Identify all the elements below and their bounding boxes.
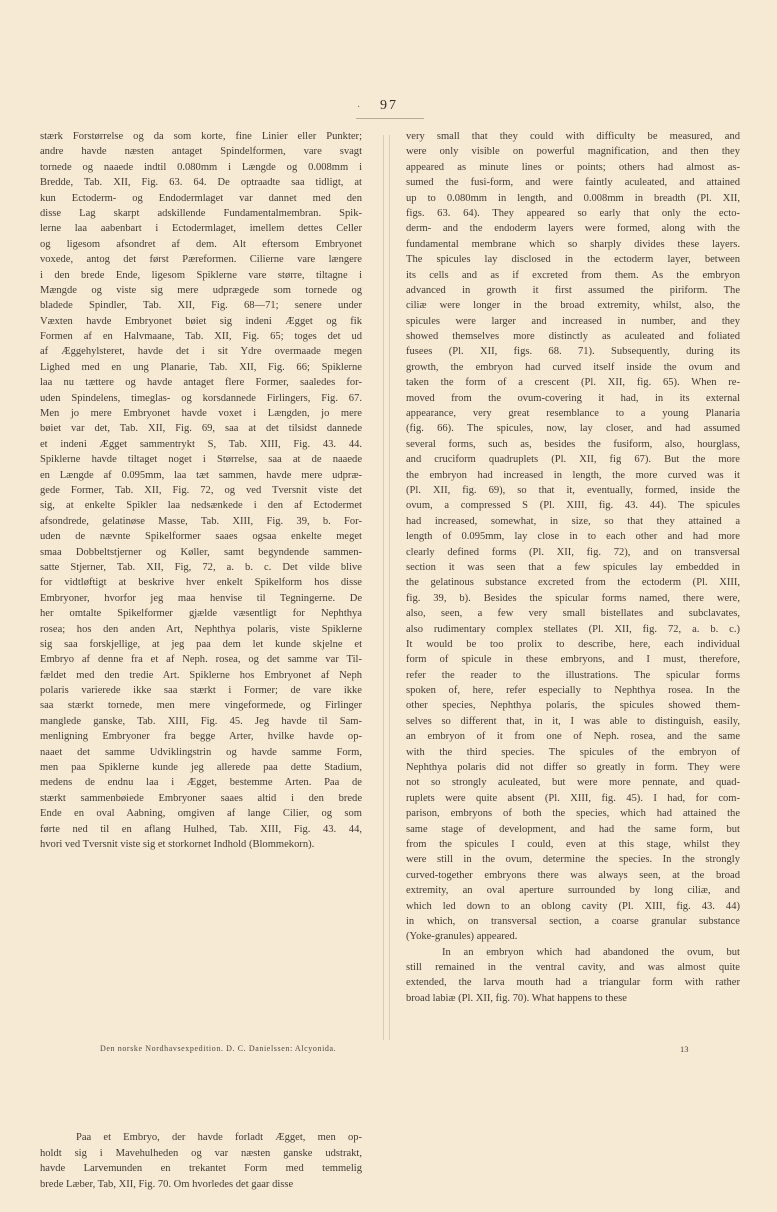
header-dot: ·: [357, 102, 361, 113]
text-line: fundamental membrane which so sharply divides these layers.: [406, 238, 740, 250]
text-line: not so strongly aculeated, but were more pennate, and quad-: [406, 777, 740, 789]
text-line: the embryon had increased in length, the more curved was it: [406, 469, 740, 481]
text-line: saa stærkt tornede, men mere vingeformede, og Firlinger: [40, 700, 362, 712]
column-divider: [383, 135, 390, 1040]
page-header: [0, 98, 777, 118]
text-line: parison, embryons of both the species, which had attained the: [406, 808, 740, 820]
text-line: selves so different that, in it, I was able to distinguish, easily,: [406, 715, 740, 727]
text-line: spicules were larger and increased in number, and they: [406, 315, 740, 327]
text-line: an embryon of it from one of Neph. rosea, and the same: [406, 731, 740, 743]
text-line: stærk Forstørrelse og da som korte, fine Linier eller Punkter;: [40, 131, 362, 142]
text-line: bøiet var det, Tab. XII, Fig. 69, saa at det tilsidst dannede: [40, 423, 362, 435]
danish-column: [40, 129, 362, 1192]
text-line: Væxten havde Embryonet bøiet sig indeni Ægget og fik: [40, 315, 362, 327]
text-line: andre havde næsten antaget Spindelformen, vare svagt: [40, 146, 362, 158]
text-line: laa nu tættere og havde antaget flere Former, saaledes for-: [40, 377, 362, 389]
danish-paragraph-2: [40, 1130, 362, 1192]
text-line: Nephthya polaris did not differ so greatly in form. They were: [406, 762, 740, 774]
header-rule: [356, 118, 424, 119]
text-line: and cruciform quadruplets (Pl. XII, fig 67). But the more: [406, 454, 740, 466]
text-line: Bredde, Tab. XII, Fig. 63. 64. De optraadte saa tidligt, at: [40, 177, 362, 189]
text-line: havde Larvemunden en trekantet Form med temmelig: [40, 1163, 362, 1175]
text-line: et indeni Ægget sammentrykt S, Tab. XIII, Fig. 43. 44.: [40, 438, 362, 450]
text-line: polaris varierede ikke saa stærkt i Former; de vare ikke: [40, 685, 362, 697]
text-line: refer the reader to the illustrations. The spicular forms: [406, 669, 740, 681]
text-line: fældet med den tredie Art. Spiklerne hos Embryonet af Neph: [40, 669, 362, 681]
text-line: extended, the larva mouth had a triangular form with rather: [406, 977, 740, 989]
text-line: manglede ganske, Tab. XIII, Fig. 45. Jeg havde til Sam-: [40, 715, 362, 727]
text-line: Men jo mere Embryonet havde voxet i Længden, jo mere: [40, 408, 362, 420]
text-line: also rudimentary complex stellates (Pl. XII, fig. 72, a. b. c.): [406, 623, 740, 635]
english-paragraph-1: [406, 129, 740, 945]
text-line: The spicules lay disclosed in the ectoderm layer, between: [406, 254, 740, 266]
text-line: (Yoke-granules) appeared.: [406, 931, 518, 943]
running-footer-title: Den norske Nordhavsexpedition. D. C. Danielssen: Alcyonida.: [100, 1044, 337, 1053]
signature-mark: 13: [680, 1044, 689, 1054]
text-line: kun Ectoderm- og Endodermlaget var dannet med den: [40, 192, 362, 204]
text-line: men paa Spiklerne kunde jeg allerede paa dette Stadium,: [40, 762, 362, 774]
text-line: afsondrede, gelatinøse Masse, Tab. XIII, Fig. 39, b. For-: [40, 515, 362, 527]
text-line: lerne laa aabenbart i Ectodermlaget, imellem dettes Celler: [40, 223, 362, 235]
text-line: clearly defined forms (Pl. XII, fig. 72), and on transversal: [406, 546, 740, 558]
text-line: were still in the ovum, determine the species. In the strongly: [406, 854, 740, 866]
text-line: medens de endnu laa i Ægget, bestemme Arten. Paa de: [40, 777, 362, 789]
text-line: Embryoner, hvorfor jeg maa henvise til Tegningerne. De: [40, 592, 362, 604]
text-line: section it was seen that a few spicules lay embedded in: [406, 561, 740, 573]
text-line: showed themselves more distinctly as aculeated and foliated: [406, 331, 740, 343]
text-line: stærkt sammenbøiede Embryoner saaes altid i den brede: [40, 792, 362, 804]
text-line: rosea; hos den anden Art, Nephthya polaris, viste Spiklerne: [40, 623, 362, 635]
text-line: sig, at enkelte Spikler laa nedsænkede i den af Ectodermet: [40, 500, 362, 512]
text-line: figs. 63. 64). They appeared so early that only the ecto-: [406, 207, 740, 219]
text-line: sumed the fusi-form, and were faintly aculeated, and attained: [406, 177, 740, 189]
text-line: several forms, such as, besides the fusiform, also, hourglass,: [406, 438, 740, 450]
text-line: og ligesom afsondret af dem. Alt eftersom Embryonet: [40, 238, 362, 250]
text-line: It would be too prolix to describe, here, each individual: [406, 638, 740, 650]
text-line: were only visible on powerful magnification, and then they: [406, 146, 740, 158]
text-line: appearance, very great resemblance to a young Planaria: [406, 408, 740, 420]
text-line: sig saa forskjellige, at jeg paa dem let kunde skjelne et: [40, 638, 362, 650]
text-line: In an embryon which had abandoned the ovum, but: [442, 946, 740, 958]
text-line: Ende en oval Aabning, omgiven af lange Cilier, og som: [40, 808, 362, 820]
text-line: Paa et Embryo, der havde forladt Ægget, men op-: [76, 1132, 362, 1144]
text-line: derm- and the endoderm layers were formed, along with the: [406, 223, 740, 235]
text-line: i den brede Ende, ligesom Spiklerne vare større, tiltagne i: [40, 269, 362, 281]
text-line: taken the form of a crescent (Pl. XII, fig. 65). When re-: [406, 377, 740, 389]
text-line: other species, Nephthya polaris, the spicules showed them-: [406, 700, 740, 712]
english-column: [406, 129, 740, 1006]
text-line: smaa Dobbeltstjerner og Køller, samt begyndende sammen-: [40, 546, 362, 558]
text-line: extremity, an oval aperture surrounded by long ciliæ, and: [406, 885, 740, 897]
text-line: ciliæ were longer in the broad extremity, whilst, also, the: [406, 300, 740, 312]
text-line: brede Læber, Tab, XII, Fig. 70. Om hvorledes det gaar disse: [40, 1178, 294, 1190]
text-line: with the third species. The spicules of the embryon of: [406, 746, 740, 758]
text-line: en Længde af 0.095mm, laa tæt sammen, havde mere udpræ-: [40, 469, 362, 481]
text-line: its cells and as if excreted from them. As the embryon: [406, 269, 740, 281]
text-line: førte ned til en aflang Hulhed, Tab. XIII, Fig. 43. 44,: [40, 823, 362, 835]
text-line: length of 0.095mm, lay close in to each other and had more: [406, 531, 740, 543]
text-line: spoken of, here, refer especially to Nephthya rosea. In the: [406, 685, 740, 697]
text-line: tornede og naaede indtil 0.080mm i Længde og 0.008mm i: [40, 161, 362, 173]
text-line: naaet det samme Udviklingstrin og havde samme Form,: [40, 746, 362, 758]
text-line: menligning Embryoner fra begge Arter, hvilke havde op-: [40, 731, 362, 743]
text-line: bladede Spindler, Tab. XII, Fig. 68—71; senere under: [40, 300, 362, 312]
text-line: advanced in growth it first assumed the piriform. The: [406, 284, 740, 296]
text-line: ruplets were quite absent (Pl. XIII, fig. 45). I had, for com-: [406, 792, 740, 804]
text-line: for vidtløftigt at beskrive hver enkelt Spikelform hos disse: [40, 577, 362, 589]
text-line: which led down to an oblong cavity (Pl. XIII, fig. 43. 44): [406, 900, 740, 912]
text-line: Spiklerne havde tiltaget noget i Størrelse, saa at de naaede: [40, 454, 362, 466]
text-line: had increased, somewhat, in size, so that they attained a: [406, 515, 740, 527]
text-line: satte Stjerner, Tab. XII, Fig, 72, a. b. c. Det vilde blive: [40, 561, 362, 573]
text-line: disse Lag skarpt adskillende Fundamentalmembran. Spik-: [40, 207, 362, 219]
text-line: her omtalte Spikelformer gjælde væsentligt for Nephthya: [40, 608, 362, 620]
text-line: fusees (Pl. XII, figs. 68. 71). Subsequently, during its: [406, 346, 740, 358]
text-line: holdt sig i Mavehulheden og var næsten ganske udstrakt,: [40, 1147, 362, 1159]
text-line: af Æggehylsteret, havde det i sit Ydre overmaade megen: [40, 346, 362, 358]
text-line: Embryo af denne fra et af Neph. rosea, og det samme var Til-: [40, 654, 362, 666]
text-line: still remained in the ventral cavity, and was almost quite: [406, 962, 740, 974]
page-number: 97: [380, 98, 398, 113]
text-line: fig. 39, b). Besides the spicular forms named, there were,: [406, 592, 740, 604]
text-line: curved-together embryons there was always seen, at the broad: [406, 869, 740, 881]
text-line: appeared as minute lines or points; others had almost as-: [406, 161, 740, 173]
text-line: up to 0.080mm in length, and 0.008mm in breadth (Pl. XII,: [406, 192, 740, 204]
english-paragraph-2: [406, 945, 740, 1007]
text-line: Mængde og viste sig mere udprægede som tornede og: [40, 284, 362, 296]
text-line: ovum, a compressed S (Pl. XIII, fig. 43. 44). The spicules: [406, 500, 740, 512]
text-line: voxede, antog det først Pæreformen. Cilierne vare længere: [40, 254, 362, 266]
text-line: very small that they could with difficulty be measured, and: [406, 131, 740, 142]
text-line: growth, the embryon had curved itself inside the ovum and: [406, 361, 740, 373]
danish-paragraph-1: [40, 129, 362, 852]
text-line: Formen af en Halvmaane, Tab. XII, Fig. 65; toges det ud: [40, 331, 362, 343]
column-gap: [40, 852, 362, 1130]
text-line: Lighed med en ung Planarie, Tab. XII, Fig. 66; Spiklerne: [40, 361, 362, 373]
text-line: (fig. 66). The spicules, now, lay closer, and had assumed: [406, 423, 740, 435]
text-line: the gelatinous substance excreted from the ectoderm (Pl. XIII,: [406, 577, 740, 589]
text-line: gede Former, Tab. XII, Fig. 72, og ved Tversnit viste det: [40, 484, 362, 496]
text-line: same stage of development, and had the same form, but: [406, 823, 740, 835]
text-line: form of spicule in these embryons, and I must, therefore,: [406, 654, 740, 666]
text-line: broad labiæ (Pl. XII, fig. 70). What happens to these: [406, 992, 627, 1004]
text-line: (Pl. XII, fig. 69), so that it, eventually, formed, inside the: [406, 484, 740, 496]
text-line: also, seen, a few very small bistellates and subclavates,: [406, 608, 740, 620]
text-line: moved from the ovum-covering it had, in its external: [406, 392, 740, 404]
text-line: in which, on transversal section, a coarse granular substance: [406, 915, 740, 927]
text-line: from the spicules I could, even at this stage, whilst they: [406, 838, 740, 850]
text-line: uden de nævnte Spikelformer saaes ogsaa enkelte meget: [40, 531, 362, 543]
text-line: hvori ved Tversnit viste sig et storkornet Indhold (Blommekorn).: [40, 838, 315, 850]
text-line: uden Spindelens, timeglas- og korsdannede Firlingers, Fig. 67.: [40, 392, 362, 404]
